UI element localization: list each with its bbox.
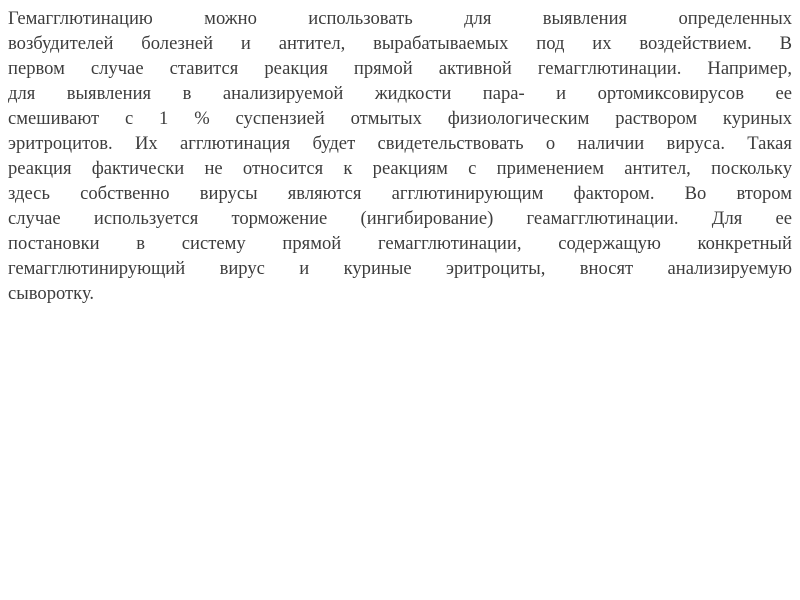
- paragraph-line: возбудителей болезней и антител, вырабатываемых под их воздействием. В: [8, 33, 792, 54]
- paragraph-line: здесь собственно вирусы являются агглютинирующим фактором. Во втором: [8, 183, 792, 204]
- paragraph-line: эритроцитов. Их агглютинация будет свидетельствовать о наличии вируса. Такая: [8, 133, 792, 154]
- paragraph-line: гемагглютинирующий вирус и куриные эритроциты, вносят анализируемую: [8, 258, 792, 279]
- body-paragraph: [8, 6, 792, 306]
- paragraph-line: случае используется торможение (ингибирование) геамагглютинации. Для ее: [8, 208, 792, 229]
- paragraph-line: для выявления в анализируемой жидкости пара- и ортомиксовирусов ее: [8, 83, 792, 104]
- paragraph-line: смешивают с 1 % суспензией отмытых физиологическим раствором куриных: [8, 108, 792, 129]
- paragraph-line: реакция фактически не относится к реакциям с применением антител, поскольку: [8, 158, 792, 179]
- paragraph-line: сыворотку.: [8, 283, 95, 304]
- paragraph-line: Гемагглютинацию можно использовать для выявления определенных: [8, 8, 792, 29]
- paragraph-line: постановки в систему прямой гемагглютинации, содержащую конкретный: [8, 233, 792, 254]
- paragraph-line: первом случае ставится реакция прямой активной гемагглютинации. Например,: [8, 58, 792, 79]
